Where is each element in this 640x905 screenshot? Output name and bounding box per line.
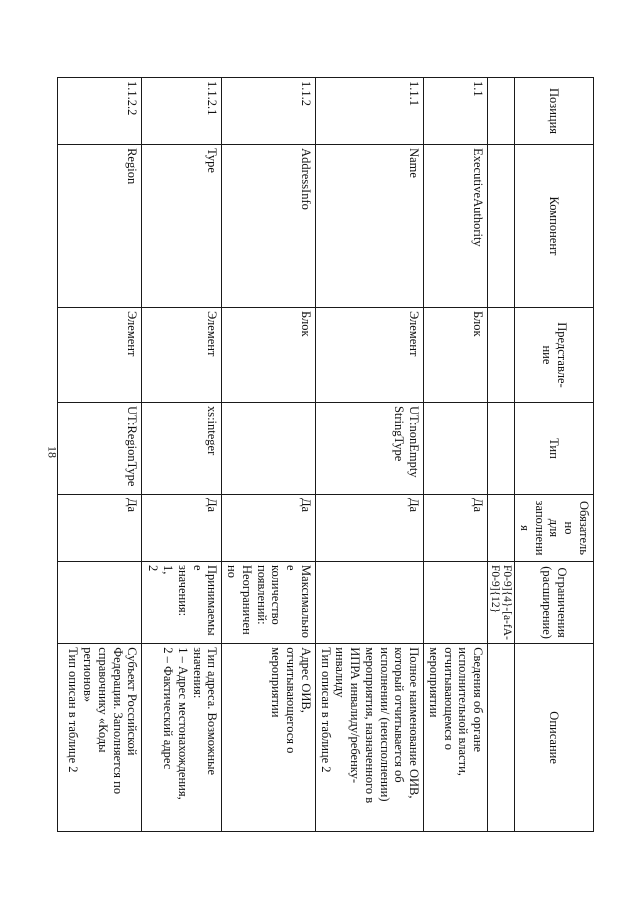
cell-type — [222, 402, 316, 494]
cell-representation: Элемент — [142, 307, 222, 402]
table-row — [315, 78, 423, 832]
continuation-constraint: F0-9]{4}-[a-fA- F0-9]{12} — [488, 562, 515, 644]
continuation-cell — [488, 307, 515, 402]
page-number: 18 — [45, 446, 60, 458]
cell-representation: Блок — [424, 307, 488, 402]
cell-component: ExecutiveAuthority — [424, 145, 488, 308]
continuation-cell — [488, 402, 515, 494]
header-type: Тип — [515, 402, 594, 494]
cell-component: Region — [58, 145, 142, 308]
cell-component: Type — [142, 145, 222, 308]
table-row — [222, 78, 316, 832]
continuation-row — [488, 78, 515, 832]
cell-required: Да — [58, 494, 142, 561]
cell-description: Полное наименование ОИВ, который отчитывается об исполнении/ (неисполнении) мероприятия, назначенного в ИПРА инвалиду/ребенку- инвалиду Тип описан в таблице 2 — [315, 644, 423, 832]
cell-representation: Элемент — [315, 307, 423, 402]
cell-constraints — [315, 562, 423, 644]
table-row — [142, 78, 222, 832]
header-component: Компонент — [515, 145, 594, 308]
continuation-cell — [488, 78, 515, 145]
cell-position: 1.1.2 — [222, 78, 316, 145]
table-row — [424, 78, 488, 832]
continuation-cell — [488, 145, 515, 308]
cell-description: Адрес ОИВ, отчитывающегося о мероприятии — [222, 644, 316, 832]
cell-component: Name — [315, 145, 423, 308]
cell-description: Субъект Российской Федерации. Заполняется по справочнику «Коды регионов» Тип описан в таблице 2 — [58, 644, 142, 832]
cell-description: Сведения об органе исполнительной власти, отчитывающемся о мероприятии — [424, 644, 488, 832]
cell-constraints: Максимальное количество появлений: Неограниченно — [222, 562, 316, 644]
cell-type: UT:RegionType — [58, 402, 142, 494]
cell-type: UT:nonEmpty StringType — [315, 402, 423, 494]
continuation-cell — [488, 494, 515, 561]
cell-description: Тип адреса. Возможные значения: 1 – Адрес местонахождения, 2 – Фактический адрес — [142, 644, 222, 832]
cell-representation: Элемент — [58, 307, 142, 402]
continuation-cell — [488, 644, 515, 832]
cell-component: AddressInfo — [222, 145, 316, 308]
header-constraints: Ограничения (расширение) — [515, 562, 594, 644]
cell-type — [424, 402, 488, 494]
header-description: Описание — [515, 644, 594, 832]
cell-required: Да — [424, 494, 488, 561]
cell-position: 1.1.2.2 — [58, 78, 142, 145]
rotated-table-container — [66, 77, 594, 832]
header-representation: Представле- ние — [515, 307, 594, 402]
cell-constraints — [58, 562, 142, 644]
cell-constraints — [424, 562, 488, 644]
cell-representation: Блок — [222, 307, 316, 402]
cell-type: xs:integer — [142, 402, 222, 494]
cell-required: Да — [142, 494, 222, 561]
cell-position: 1.1 — [424, 78, 488, 145]
cell-constraints: Принимаемые значения: 1, 2 — [142, 562, 222, 644]
cell-required: Да — [315, 494, 423, 561]
header-required: Обязательно для заполнения — [515, 494, 594, 561]
cell-required: Да — [222, 494, 316, 561]
table-header-row — [515, 78, 594, 832]
cell-position: 1.1.1 — [315, 78, 423, 145]
header-position: Позиция — [515, 78, 594, 145]
table-row — [58, 78, 142, 832]
specification-table — [57, 77, 594, 832]
cell-position: 1.1.2.1 — [142, 78, 222, 145]
